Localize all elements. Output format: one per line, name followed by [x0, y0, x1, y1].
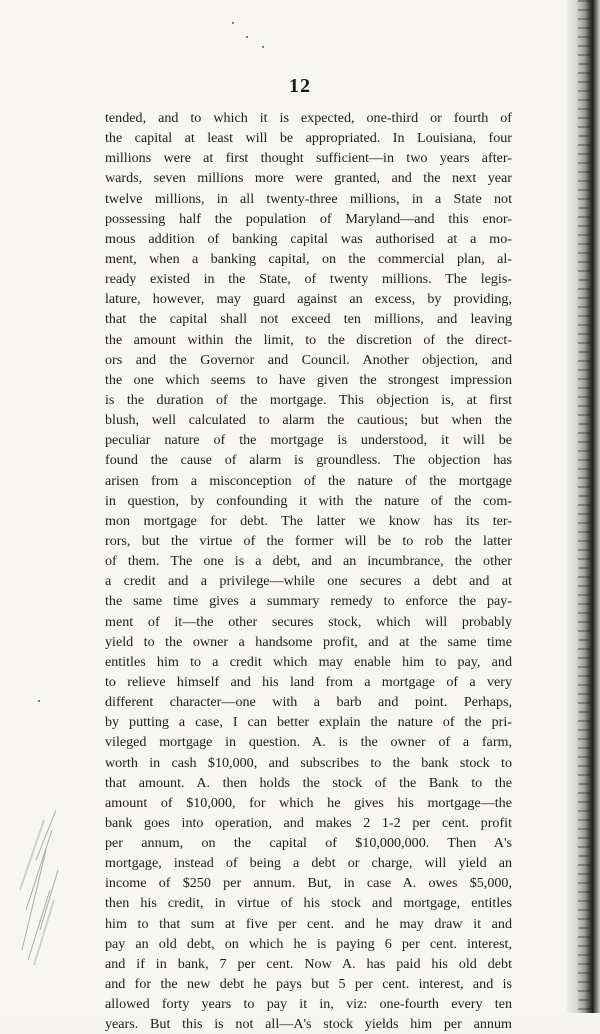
text-line: ment, when a banking capital, on the commercial plan, al-	[105, 250, 512, 267]
text-line: that amount. A. then holds the stock of the Bank to the	[105, 774, 512, 791]
text-line: allowed forty years to pay it in, viz: one-fourth every ten	[105, 996, 512, 1013]
text-line: ment of it—the other secures stock, which will probably	[105, 613, 512, 630]
text-line: possessing half the population of Maryland—and this enor-	[105, 210, 512, 227]
text-line: rors, but the virtue of the former will be to rob the latter	[105, 532, 512, 549]
text-line: arisen from a misconception of the nature of the mortgage	[105, 472, 512, 489]
text-line: the capital at least will be appropriated. In Louisiana, four	[105, 130, 512, 147]
text-line: mon mortgage for debt. The latter we know has its ter-	[105, 512, 512, 529]
text-line: to relieve himself and his land from a mortgage of a very	[105, 673, 512, 690]
binding-texture	[578, 0, 590, 1013]
scan-speck	[246, 36, 248, 38]
text-line: is the duration of the mortgage. This objection is, at first	[105, 391, 512, 408]
text-line: the amount within the limit, to the discretion of the direct-	[105, 331, 512, 348]
text-line: the one which seems to have given the strongest impression	[105, 371, 512, 388]
text-line: wards, seven millions more were granted, and the next year	[105, 170, 512, 187]
text-line: the same time gives a summary remedy to enforce the pay-	[105, 593, 512, 610]
text-line: then his credit, in virtue of his stock and mortgage, entitles	[105, 895, 512, 912]
text-line: peculiar nature of the mortgage is understood, it will be	[105, 432, 512, 449]
text-line: yield to the owner a handsome profit, and at the same time	[105, 633, 512, 650]
scan-speck	[38, 700, 40, 702]
text-line: blush, well calculated to alarm the cautious; but when the	[105, 412, 512, 429]
text-line: income of $250 per annum. But, in case A. owes $5,000,	[105, 875, 512, 892]
text-line: ors and the Governor and Council. Another objection, and	[105, 351, 512, 368]
text-line: a credit and a privilege—while one secures a debt and at	[105, 573, 512, 590]
text-line: entitles him to a credit which may enable him to pay, and	[105, 653, 512, 670]
text-line: that the capital shall not exceed ten millions, and leaving	[105, 311, 512, 328]
text-line: lature, however, may guard against an excess, by providing,	[105, 291, 512, 308]
text-line: amount of $10,000, for which he gives his mortgage—the	[105, 794, 512, 811]
text-line: by putting a case, I can better explain the nature of the pri-	[105, 714, 512, 731]
text-line: years. But this is not all—A's stock yields him per annum	[105, 1016, 512, 1033]
text-line: millions were at first thought sufficient—in two years after-	[105, 150, 512, 167]
text-line: ready existed in the State, of twenty millions. The legis-	[105, 271, 512, 288]
scan-speck	[262, 46, 264, 48]
text-line: of them. The one is a debt, and an incumbrance, the other	[105, 553, 512, 570]
text-line: found the cause of alarm is groundless. The objection has	[105, 452, 512, 469]
text-line: vileged mortgage in question. A. is the owner of a farm,	[105, 734, 512, 751]
page-number: 12	[289, 75, 311, 97]
scan-speck	[232, 22, 234, 24]
text-line: in question, by confounding it with the nature of the com-	[105, 492, 512, 509]
text-line: him to that sum at five per cent. and he may draw it and	[105, 915, 512, 932]
text-line: mortgage, instead of being a debt or charge, will yield an	[105, 855, 512, 872]
body-text	[105, 108, 512, 1034]
text-line: worth in cash $10,000, and subscribes to the bank stock to	[105, 754, 512, 771]
text-line: and if in bank, 7 per cent. Now A. has paid his old debt	[105, 955, 512, 972]
text-line: pay an old debt, on which he is paying 6 per cent. interest,	[105, 935, 512, 952]
text-line: tended, and to which it is expected, one-third or fourth of	[105, 110, 512, 126]
text-line: bank goes into operation, and makes 2 1-2 per cent. profit	[105, 814, 512, 831]
text-line: and for the new debt he pays but 5 per cent. interest, and is	[105, 976, 512, 993]
text-line: twelve millions, in all twenty-three millions, in a State not	[105, 190, 512, 207]
text-line: mous addition of banking capital was authorised at a mo-	[105, 230, 512, 247]
page-margin-smudge	[16, 800, 60, 970]
text-line: different character—one with a barb and point. Perhaps,	[105, 694, 512, 711]
text-line: per annum, on the capital of $10,000,000. Then A's	[105, 835, 512, 852]
